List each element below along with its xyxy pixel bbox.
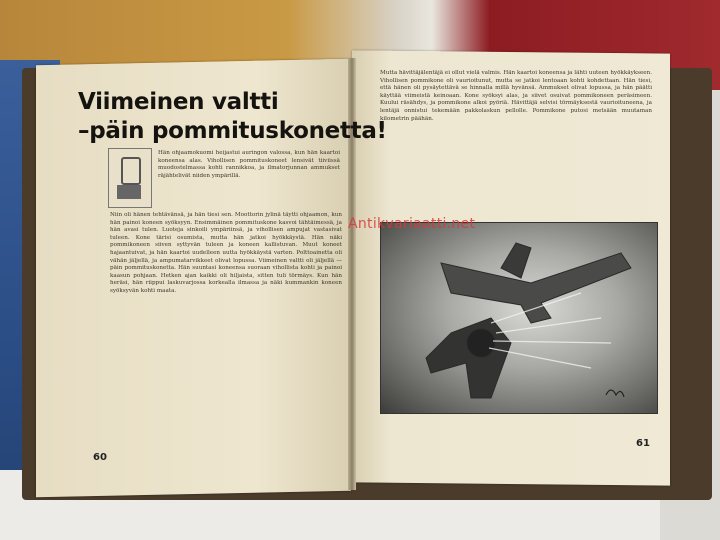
fighter-propeller bbox=[467, 329, 495, 357]
left-body-paragraph: Niin oli hänen tehtävänsä, ja hän tiesi sen. Moottorin jylinä täytti ohjaamon, kun hän painoi koneen syöksyyn. Ensimmäinen pommituskone kasvoi tähtäimessä, ja hän avasi tulen. Luoteja sinkoili ympäriinsä, ja vihollisen ampujat vastasivat tuleen. Kone tärisi osumista, mutta hän jatkoi hyökkäystä. Hän näki pommikoneen siiven syttyvän tuleen ja koneen kallistuvan. Muut koneet hajaantuivat, ja hän kaartoi uudelleen uutta hyökkäystä varten. Polttoainetta oli vähän jäljellä, ja ampumatarvikkeet olivat lopussa. Viimeinen valtti oli jäljellä — päin pommituskonetta. Hän suuntasi koneensa suoraan vihollista kohti ja painoi kaasun pohjaan. Hetken ajan kaikki oli hiljaista, sitten tuli törmäys. Kun hän heräsi, hän riippui laskuvarjossa korkealla ilmassa ja näki kummankin koneen syöksyvän kohti maata. bbox=[110, 212, 342, 294]
artist-signature bbox=[606, 390, 624, 397]
chapter-title bbox=[78, 88, 387, 146]
left-intro-text bbox=[158, 150, 340, 210]
left-body-text bbox=[110, 212, 342, 452]
right-body-text bbox=[380, 70, 652, 218]
bomber-tail bbox=[501, 243, 531, 278]
aircraft-illustration bbox=[380, 222, 658, 414]
title-line-2: –päin pommituskonetta! bbox=[78, 118, 387, 144]
title-line-1: Viimeinen valtti bbox=[78, 89, 279, 115]
right-page-number: 61 bbox=[636, 438, 650, 449]
drop-cap-illustration bbox=[108, 148, 152, 208]
watermark-text: Antikvariaatti.net bbox=[348, 216, 476, 232]
bomber-plane bbox=[441, 253, 631, 323]
right-body-paragraph: Mutta hävittäjälentäjä ei ollut vielä valmis. Hän kaartoi koneensa ja lähti uuteen hyökkäykseen. Vihollisen pommikone oli vaurioitunut, mutta se jatkoi lentoaan kohti kohdettaan. Hän tiesi, että hänen oli pysäytettävä se hinnalla millä hyvänsä. Ammukset olivat lopussa, ja hän päätti käyttää viimeistä keinoaan. Kone syöksyi alas, ja siivet osuivat pommikoneen peräsimeen. Kuului räsähdys, ja pommikone alkoi pyöriä. Hävittäjä selvisi törmäyksestä vaurioituneena, ja lentäjä onnistui tekemään pakkolaskun pellolle. Pommikone putosi metsään muutaman kilometrin päähän. bbox=[380, 70, 652, 122]
fighter-plane bbox=[426, 318, 511, 398]
aircraft-drawing bbox=[381, 223, 657, 413]
left-intro-paragraph: Hän ohjaamokuomi heijastui auringon valossa, kun hän kaartoi koneensa alas. Vihollisen pommituskoneet lensivät tiiviissä muodostelmassa kohti rannikkoa, ja ilmatorjunnan ammukset räjähtelivät niiden ympärillä. bbox=[158, 150, 340, 179]
left-page-number: 60 bbox=[93, 452, 107, 463]
